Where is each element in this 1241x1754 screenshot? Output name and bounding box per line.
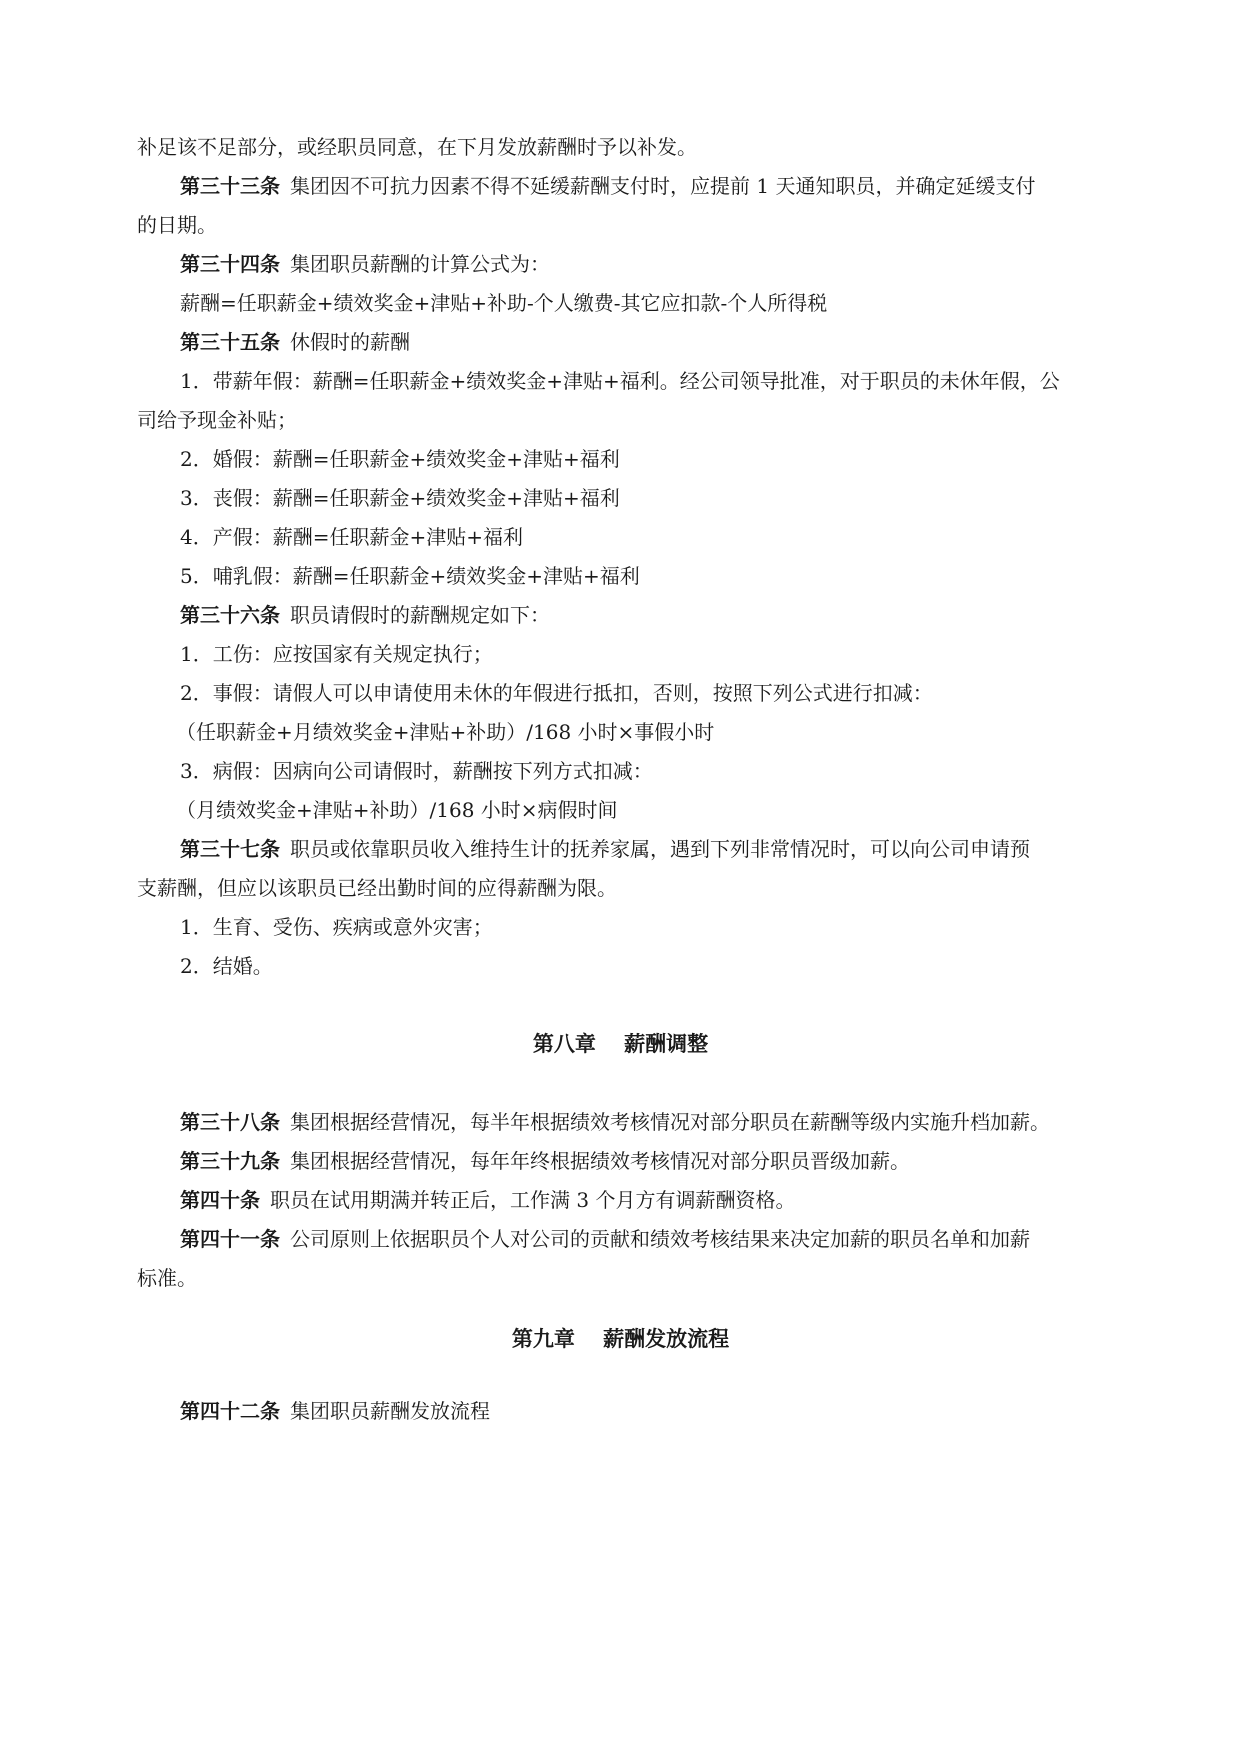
list-item: 5．哺乳假：薪酬=任职薪金+绩效奖金+津贴+福利 [180, 564, 640, 588]
paragraph-line: 补足该不足部分，或经职员同意，在下月发放薪酬时予以补发。 [137, 135, 697, 159]
formula-line: 薪酬=任职薪金+绩效奖金+津贴+补助-个人缴费-其它应扣款-个人所得税 [180, 291, 828, 315]
formula-line: （任职薪金+月绩效奖金+津贴+补助）/168 小时×事假小时 [176, 720, 715, 744]
article-number: 第四十条 [180, 1188, 260, 1212]
article-number: 第三十四条 [180, 252, 280, 276]
article-number: 第四十二条 [180, 1399, 280, 1423]
list-item: 3．病假：因病向公司请假时，薪酬按下列方式扣减： [180, 759, 653, 783]
list-item: 1．带薪年假：薪酬=任职薪金+绩效奖金+津贴+福利。经公司领导批准，对于职员的未休年假，公 [180, 369, 1060, 393]
article-number: 第三十七条 [180, 837, 280, 861]
article-33: 第三十三条 集团因不可抗力因素不得不延缓薪酬支付时，应提前 1 天通知职员，并确定延缓支付 [180, 174, 1036, 198]
paragraph-line: 支薪酬，但应以该职员已经出勤时间的应得薪酬为限。 [137, 876, 617, 900]
list-item: 2．婚假：薪酬=任职薪金+绩效奖金+津贴+福利 [180, 447, 620, 471]
paragraph-line: 的日期。 [137, 213, 217, 237]
article-35: 第三十五条 休假时的薪酬 [180, 330, 410, 354]
article-41: 第四十一条 公司原则上依据职员个人对公司的贡献和绩效考核结果来决定加薪的职员名单和加薪 [180, 1227, 1030, 1251]
list-item: 1．生育、受伤、疾病或意外灾害； [180, 915, 493, 939]
article-number: 第三十九条 [180, 1149, 280, 1173]
chapter-heading-9: 第九章 薪酬发放流程 [511, 1327, 730, 1351]
article-number: 第三十六条 [180, 603, 280, 627]
chapter-heading-8: 第八章 薪酬调整 [532, 1032, 709, 1056]
article-37: 第三十七条 职员或依靠职员收入维持生计的抚养家属，遇到下列非常情况时，可以向公司申请预 [180, 837, 1030, 861]
article-36: 第三十六条 职员请假时的薪酬规定如下： [180, 603, 550, 627]
list-item: 4．产假：薪酬=任职薪金+津贴+福利 [180, 525, 523, 549]
article-number: 第三十三条 [180, 174, 280, 198]
article-39: 第三十九条 集团根据经营情况，每年年终根据绩效考核情况对部分职员晋级加薪。 [180, 1149, 910, 1173]
article-number: 第三十五条 [180, 330, 280, 354]
paragraph-line: 标准。 [137, 1266, 197, 1290]
article-38: 第三十八条 集团根据经营情况，每半年根据绩效考核情况对部分职员在薪酬等级内实施升档加薪。 [180, 1110, 1050, 1134]
article-number: 第四十一条 [180, 1227, 280, 1251]
list-item: 1．工伤：应按国家有关规定执行； [180, 642, 493, 666]
formula-line: （月绩效奖金+津贴+补助）/168 小时×病假时间 [176, 798, 618, 822]
article-number: 第三十八条 [180, 1110, 280, 1134]
article-42: 第四十二条 集团职员薪酬发放流程 [180, 1399, 490, 1423]
article-34: 第三十四条 集团职员薪酬的计算公式为： [180, 252, 550, 276]
article-40: 第四十条 职员在试用期满并转正后，工作满 3 个月方有调薪酬资格。 [180, 1188, 796, 1212]
list-item: 3．丧假：薪酬=任职薪金+绩效奖金+津贴+福利 [180, 486, 620, 510]
list-item: 2．结婚。 [180, 954, 273, 978]
paragraph-line: 司给予现金补贴； [137, 408, 297, 432]
list-item: 2．事假：请假人可以申请使用未休的年假进行抵扣，否则，按照下列公式进行扣减： [180, 681, 933, 705]
